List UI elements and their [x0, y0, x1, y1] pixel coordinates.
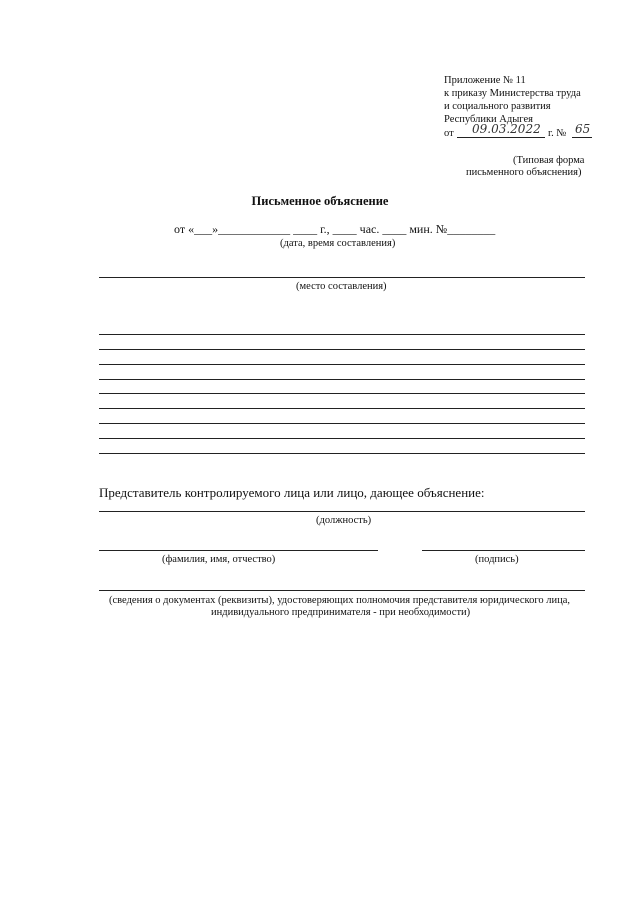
order-line-1: к приказу Министерства труда — [444, 88, 581, 99]
order-line-2: и социального развития — [444, 101, 551, 112]
explanation-line — [99, 364, 585, 365]
signature-caption: (подпись) — [475, 554, 519, 565]
appendix-number: Приложение № 11 — [444, 75, 526, 86]
fio-line — [99, 550, 378, 551]
number-prefix: г. № — [548, 128, 567, 139]
handwritten-date: 09.03.2022 — [472, 122, 541, 136]
signature-line — [422, 550, 585, 551]
explanation-line — [99, 423, 585, 424]
form-type-line-2: письменного объяснения) — [466, 167, 582, 178]
explanation-line — [99, 334, 585, 335]
handwritten-number: 65 — [575, 122, 591, 136]
documents-line — [99, 590, 585, 591]
document-title: Письменное объяснение — [251, 194, 389, 208]
explanation-line — [99, 349, 585, 350]
explanation-line — [99, 393, 585, 394]
explanation-line — [99, 453, 585, 454]
representative-label: Представитель контролируемого лица или лицо, дающее объяснение: — [99, 485, 485, 500]
place-caption: (место составления) — [296, 281, 387, 292]
number-underline — [572, 137, 592, 138]
order-line-3: Республики Адыгея — [444, 114, 533, 125]
form-type-line-1: (Типовая форма — [513, 155, 585, 166]
position-caption: (должность) — [316, 515, 372, 526]
position-line — [99, 511, 585, 512]
fio-caption: (фамилия, имя, отчество) — [162, 554, 276, 565]
date-prefix: от — [444, 128, 454, 139]
date-time-line: от «___»____________ ____ г., ____ час. ____ мин. №________ — [174, 222, 496, 236]
explanation-line — [99, 408, 585, 409]
explanation-line — [99, 438, 585, 439]
explanation-line — [99, 379, 585, 380]
place-line — [99, 277, 585, 278]
date-caption: (дата, время составления) — [280, 238, 396, 249]
date-underline — [457, 137, 545, 138]
documents-caption-line-1: (сведения о документах (реквизиты), удостоверяющих полномочия представителя юридического лица, — [109, 595, 571, 606]
documents-caption-line-2: индивидуального предпринимателя - при необходимости) — [211, 607, 471, 618]
